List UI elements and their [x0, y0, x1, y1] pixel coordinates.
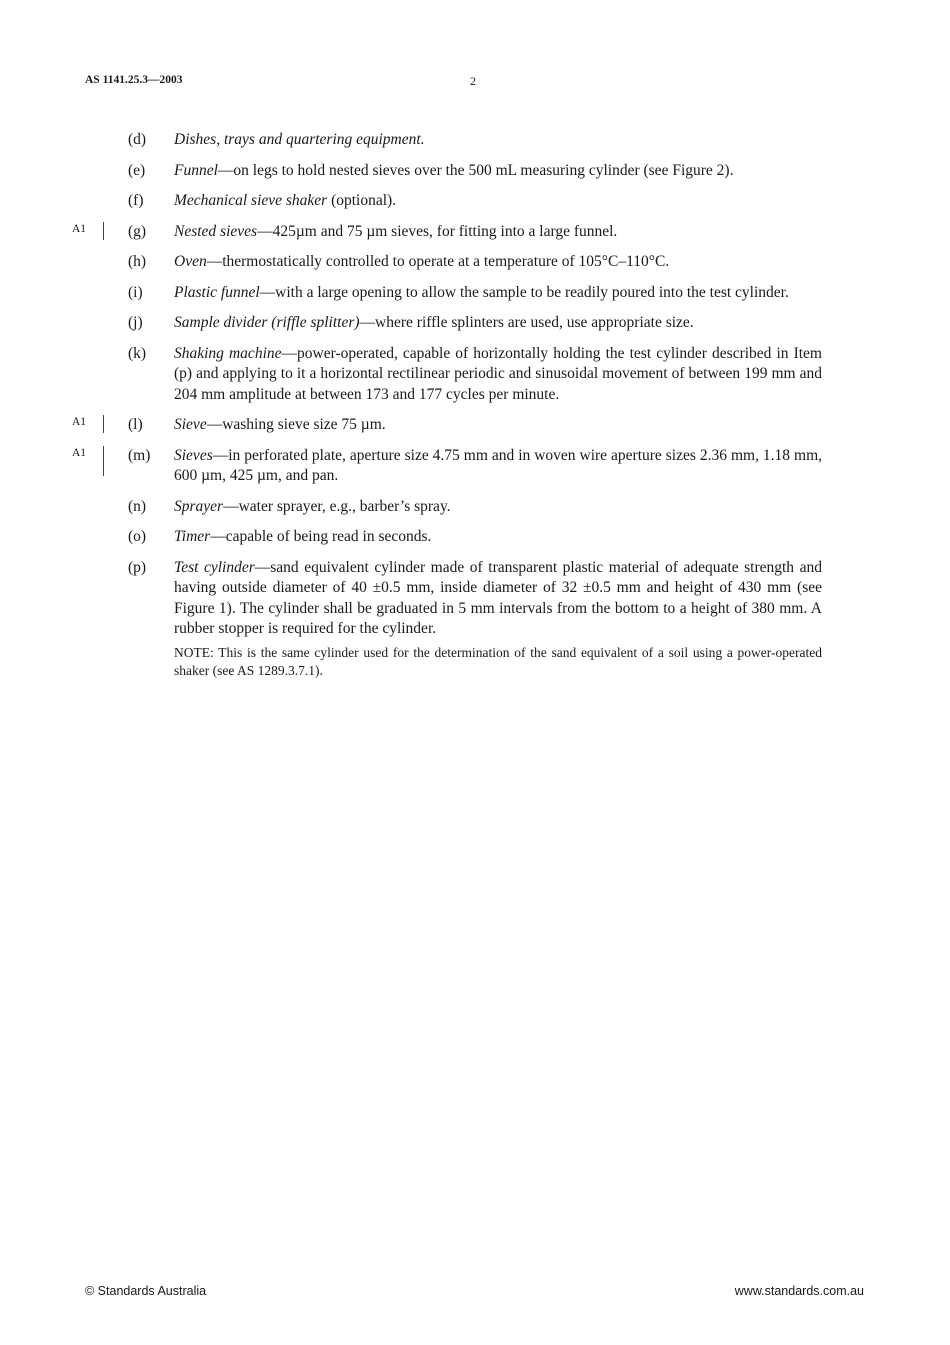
item-title: Dishes, trays and quartering equipment. [174, 131, 425, 148]
list-item-g [72, 222, 822, 243]
list-item-p [128, 558, 822, 681]
item-title: Timer [174, 528, 211, 545]
item-letter: (l) [128, 416, 143, 433]
amendment-marker: A1 [72, 416, 87, 428]
item-letter: (o) [128, 528, 147, 545]
list-item-o [128, 527, 822, 548]
item-letter: (f) [128, 192, 144, 209]
note: NOTE: This is the same cylinder used for the determination of the sand equivalent of a soil using a power-operated shaker (see AS 1289.3.7.1). [174, 644, 822, 678]
item-body [174, 161, 822, 182]
item-title: Funnel [174, 161, 218, 179]
amendment-bar [103, 446, 104, 476]
item-title: Plastic funnel [174, 283, 260, 301]
apparatus-list [72, 130, 822, 691]
list-item-e [128, 161, 822, 182]
item-body [174, 313, 822, 334]
item-title: Sieves [174, 446, 213, 464]
amendment-bar [103, 415, 104, 433]
item-body [174, 191, 822, 212]
list-item-f [128, 191, 822, 212]
item-text: —power-operated, capable of horizontally holding the test cylinder described in Item (p) and applying to it a horizontal rectilinear periodic and sinusoidal movement of between 199 mm and 204 mm amplitude at between 173 and 177 cycles per minute. [174, 344, 822, 403]
item-text: —washing sieve size 75 µm. [206, 416, 386, 433]
item-body [174, 527, 822, 548]
item-title: Sample divider (riffle splitter) [174, 314, 360, 331]
item-letter: (j) [128, 314, 143, 331]
item-title: Sprayer [174, 497, 224, 515]
item-text: —water sprayer, e.g., barber’s spray. [223, 497, 451, 515]
list-item-l [72, 415, 822, 436]
item-letter: (h) [128, 253, 147, 270]
item-title: Mechanical sieve shaker [174, 192, 328, 209]
item-body [174, 252, 822, 273]
item-body [174, 130, 822, 151]
list-item-h [128, 252, 822, 273]
item-letter: (k) [128, 344, 147, 362]
item-body [174, 558, 822, 681]
item-title: Oven [174, 253, 207, 270]
amendment-bar [103, 222, 104, 240]
item-text: —in perforated plate, aperture size 4.75 mm and in woven wire aperture sizes 2.36 mm, 1.18 mm, 600 µm, 425 µm, and pan. [174, 446, 822, 484]
item-text: —on legs to hold nested sieves over the 500 mL measuring cylinder (see Figure 2). [217, 161, 734, 179]
item-text: —capable of being read in seconds. [210, 528, 432, 545]
item-title: Nested sieves [174, 222, 258, 240]
item-text: —sand equivalent cylinder made of transparent plastic material of adequate strength and having outside diameter of 40 ±0.5 mm, inside diameter of 32 ±0.5 mm and height of 430 mm (see Figure 1). The cylinder shall be graduated in 5 mm intervals from the bottom to a height of 380 mm. A rubber stopper is required for the cylinder. [174, 558, 822, 637]
item-body [174, 446, 822, 487]
item-title: Shaking machine [174, 344, 282, 362]
item-letter: (m) [128, 446, 151, 464]
item-letter: (i) [128, 283, 143, 301]
copyright: © Standards Australia [85, 1284, 207, 1298]
item-text: —thermostatically controlled to operate at a temperature of 105°C–110°C. [206, 253, 670, 270]
list-item-i [128, 283, 822, 304]
item-title: Test cylinder [174, 558, 255, 576]
list-item-n [128, 497, 822, 518]
list-item-d [128, 130, 822, 151]
item-body [174, 497, 822, 518]
item-text: —425µm and 75 µm sieves, for fitting into a large funnel. [257, 222, 618, 240]
item-body [174, 222, 822, 243]
item-body [174, 344, 822, 406]
amendment-marker: A1 [72, 446, 87, 459]
item-text: —where riffle splinters are used, use appropriate size. [359, 314, 694, 331]
item-body [174, 283, 822, 304]
item-letter: (p) [128, 558, 147, 576]
item-text: —with a large opening to allow the sample to be readily poured into the test cylinder. [259, 283, 789, 301]
website-link[interactable]: www.standards.com.au [734, 1284, 864, 1298]
list-item-j [128, 313, 822, 334]
list-item-m [72, 446, 822, 487]
item-letter: (n) [128, 497, 147, 515]
amendment-marker: A1 [72, 222, 87, 235]
item-letter: (g) [128, 222, 147, 240]
page-number: 2 [470, 74, 476, 88]
item-letter: (d) [128, 131, 147, 148]
standard-number: AS 1141.25.3—2003 [85, 74, 183, 86]
item-text: (optional). [327, 192, 397, 209]
item-letter: (e) [128, 161, 146, 179]
list-item-k [128, 344, 822, 406]
item-body [174, 415, 822, 436]
item-title: Sieve [174, 416, 207, 433]
